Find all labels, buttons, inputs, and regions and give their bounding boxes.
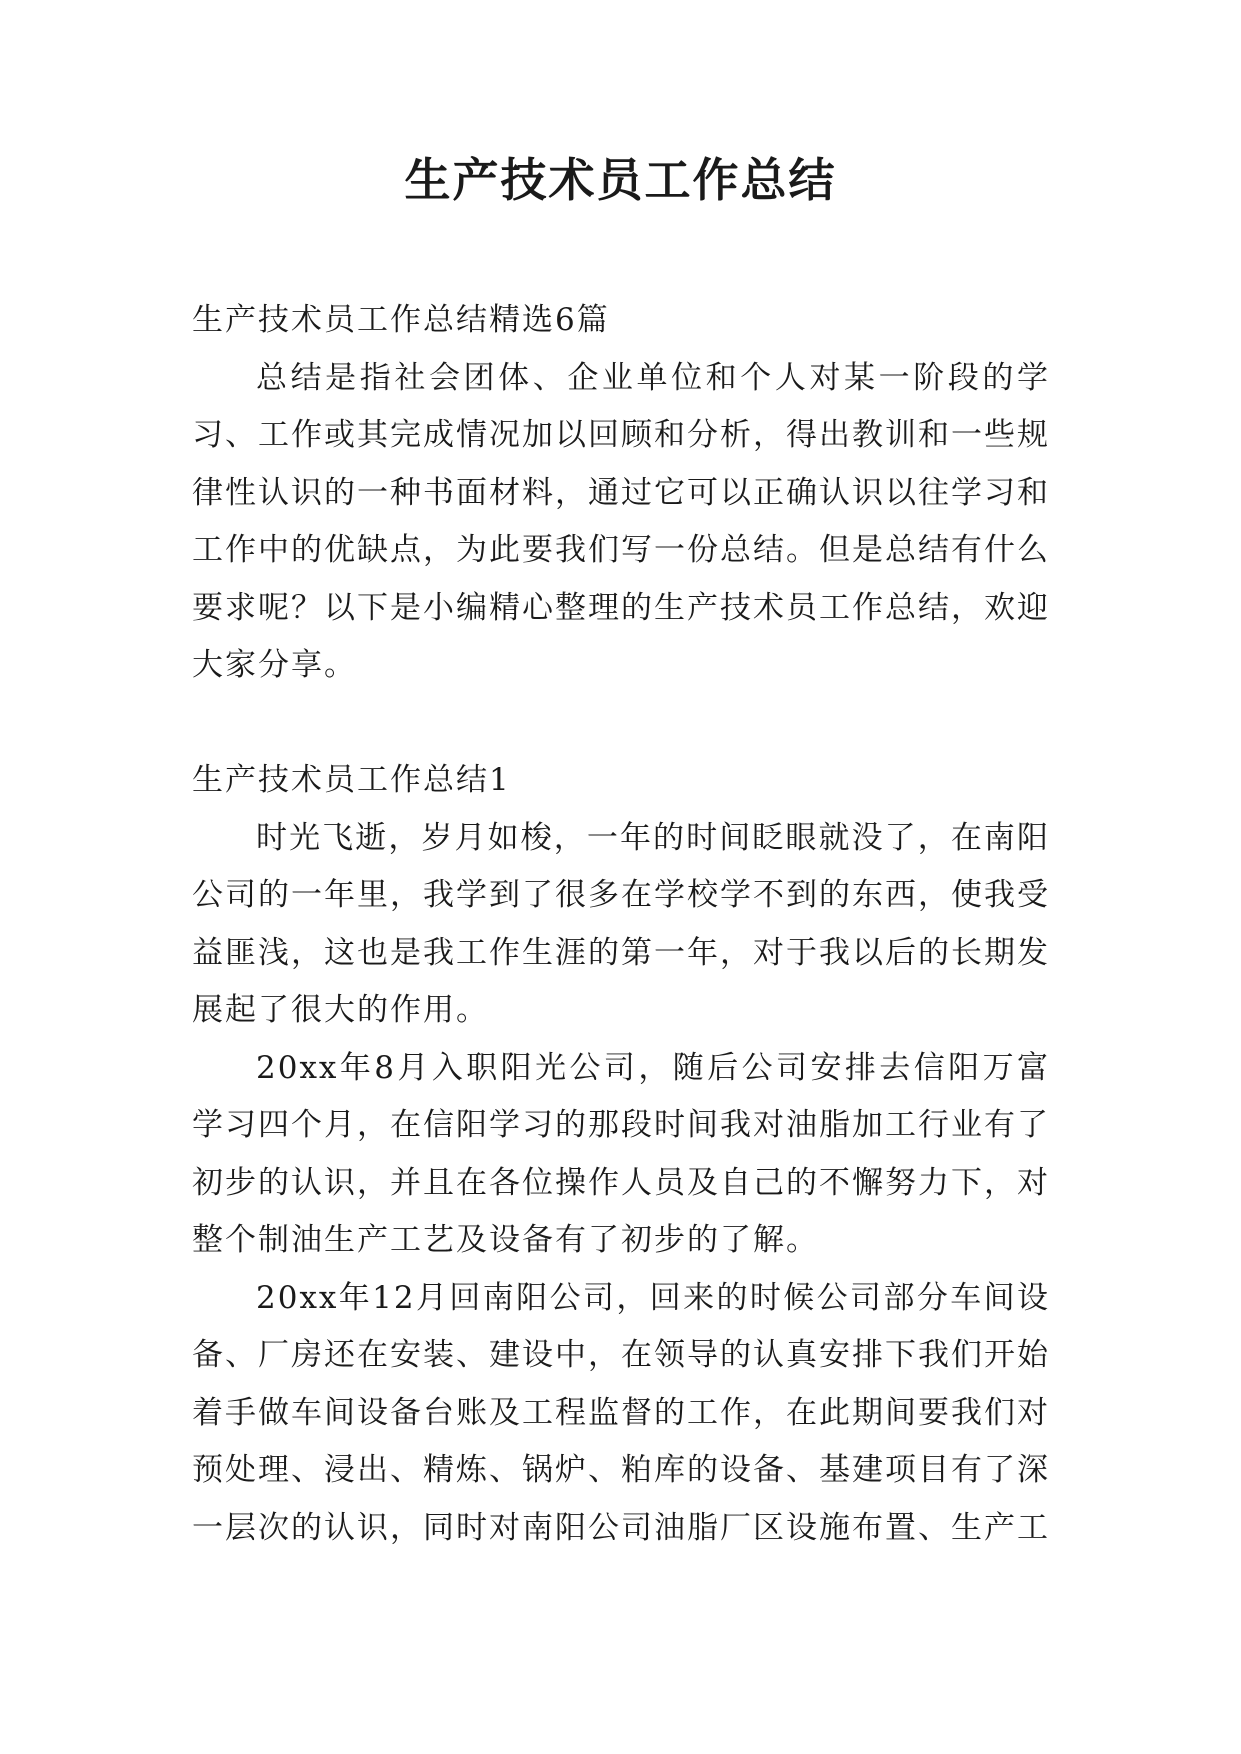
body-paragraph-1: 时光飞逝，岁月如梭，一年的时间眨眼就没了，在南阳公司的一年里，我学到了很多在学校学不到的东西，使我受益匪浅，这也是我工作生涯的第一年，对于我以后的长期发展起了很大的作用。 [192, 819, 1050, 1028]
intro-paragraph: 总结是指社会团体、企业单位和个人对某一阶段的学习、工作或其完成情况加以回顾和分析，得出教训和一些规律性认识的一种书面材料，通过它可以正确认识以往学习和工作中的优缺点，为此要我们写一份总结。但是总结有什么要求呢？以下是小编精心整理的生产技术员工作总结，欢迎大家分享。 [192, 359, 1050, 683]
body-paragraph-3: 20xx年12月回南阳公司，回来的时候公司部分车间设备、厂房还在安装、建设中，在领导的认真安排下我们开始着手做车间设备台账及工程监督的工作，在此期间要我们对预处理、浸出、精炼、锅炉、粕库的设备、基建项目有了深一层次的认识，同时对南阳公司油脂厂区设施布置、生产工 [192, 1279, 1050, 1546]
section-heading: 生产技术员工作总结1 [192, 762, 511, 798]
document-body [192, 292, 1050, 1557]
body-paragraph-2: 20xx年8月入职阳光公司，随后公司安排去信阳万富学习四个月，在信阳学习的那段时间我对油脂加工行业有了初步的认识，并且在各位操作人员及自己的不懈努力下，对整个制油生产工艺及设备有了初步的了解。 [192, 1049, 1050, 1258]
document-title: 生产技术员工作总结 [404, 153, 837, 207]
document-subtitle: 生产技术员工作总结精选6篇 [192, 302, 610, 338]
section-spacer [192, 695, 1050, 753]
